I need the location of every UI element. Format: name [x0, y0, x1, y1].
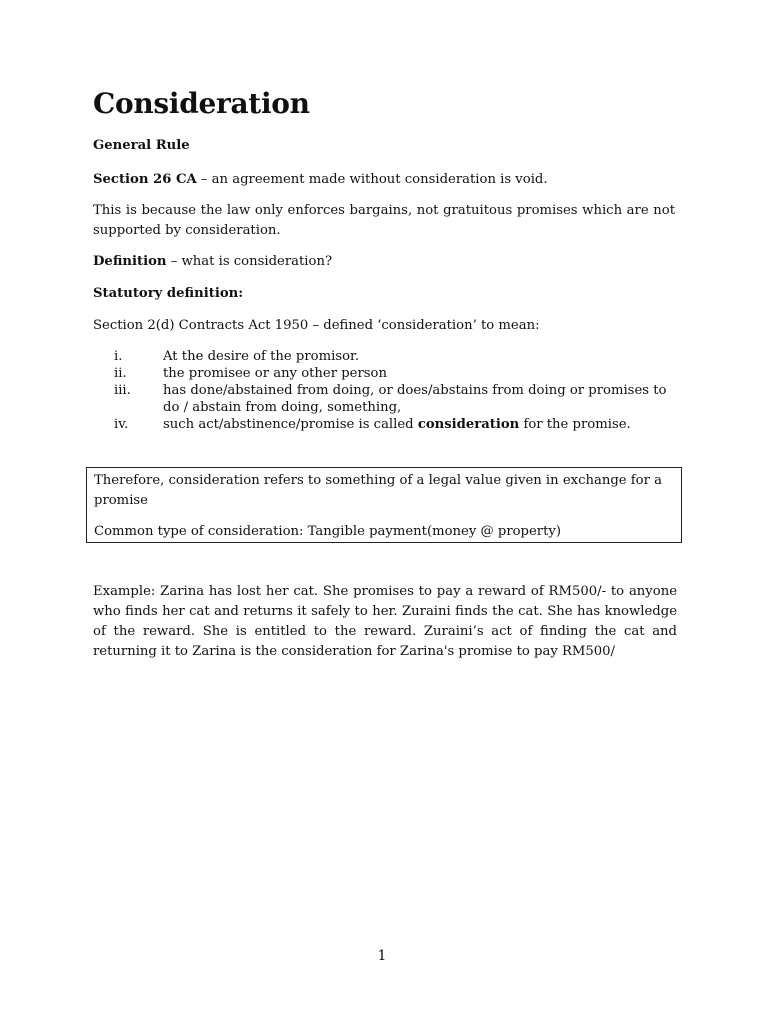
section-2d-intro: Section 2(d) Contracts Act 1950 – defined ‘consideration’ to mean:	[93, 318, 540, 333]
summary-box	[86, 467, 682, 543]
page-title: Consideration	[93, 87, 310, 120]
list-item-text: the promisee or any other person	[163, 366, 387, 381]
list-item-text: At the desire of the promisor.	[163, 349, 360, 364]
list-item-number: i.	[114, 349, 123, 364]
statutory-definition-heading: Statutory definition:	[93, 286, 244, 301]
bargain-paragraph: This is because the law only enforces bargains, not gratuitous promises which are not supported by consideration.	[93, 203, 675, 238]
section-26-label: Section 26 CA	[93, 172, 197, 187]
list-item	[93, 365, 675, 382]
list-item	[93, 382, 675, 416]
list-item-text: has done/abstained from doing, or does/abstains from doing or promises to do / abstain from doing, something,	[163, 383, 667, 415]
summary-box-common-type: Common type of consideration: Tangible payment(money @ property)	[94, 524, 562, 539]
list-item-text	[163, 416, 673, 433]
list-item	[93, 416, 675, 433]
section-26-text: – an agreement made without consideration is void.	[196, 172, 548, 187]
list-item-number: ii.	[114, 366, 127, 381]
general-rule-heading: General Rule	[93, 138, 190, 153]
summary-box-definition: Therefore, consideration refers to something of a legal value given in exchange for a promise	[94, 473, 662, 508]
list-item	[93, 348, 675, 365]
definition-label: Definition	[93, 254, 167, 269]
section-26-paragraph	[93, 170, 675, 190]
page-number: 1	[377, 948, 387, 964]
list-item-text-after: for the promise.	[519, 417, 631, 432]
consideration-term: consideration	[417, 417, 520, 432]
list-item-text-before: such act/abstinence/promise is called	[163, 417, 418, 432]
list-item-number: iv.	[114, 417, 129, 432]
definition-paragraph	[93, 252, 675, 272]
definition-list	[93, 348, 675, 433]
list-item-number: iii.	[114, 383, 131, 398]
example-paragraph: Example: Zarina has lost her cat. She promises to pay a reward of RM500/- to anyone who finds her cat and returns it safely to her. Zuraini finds the cat. She has knowledge of the reward. She is entitled to the reward. Zuraini’s act of finding the cat and returning it to Zarina is the consideration for Zarina's promise to pay RM500/	[93, 584, 677, 659]
definition-text: – what is consideration?	[166, 254, 333, 269]
